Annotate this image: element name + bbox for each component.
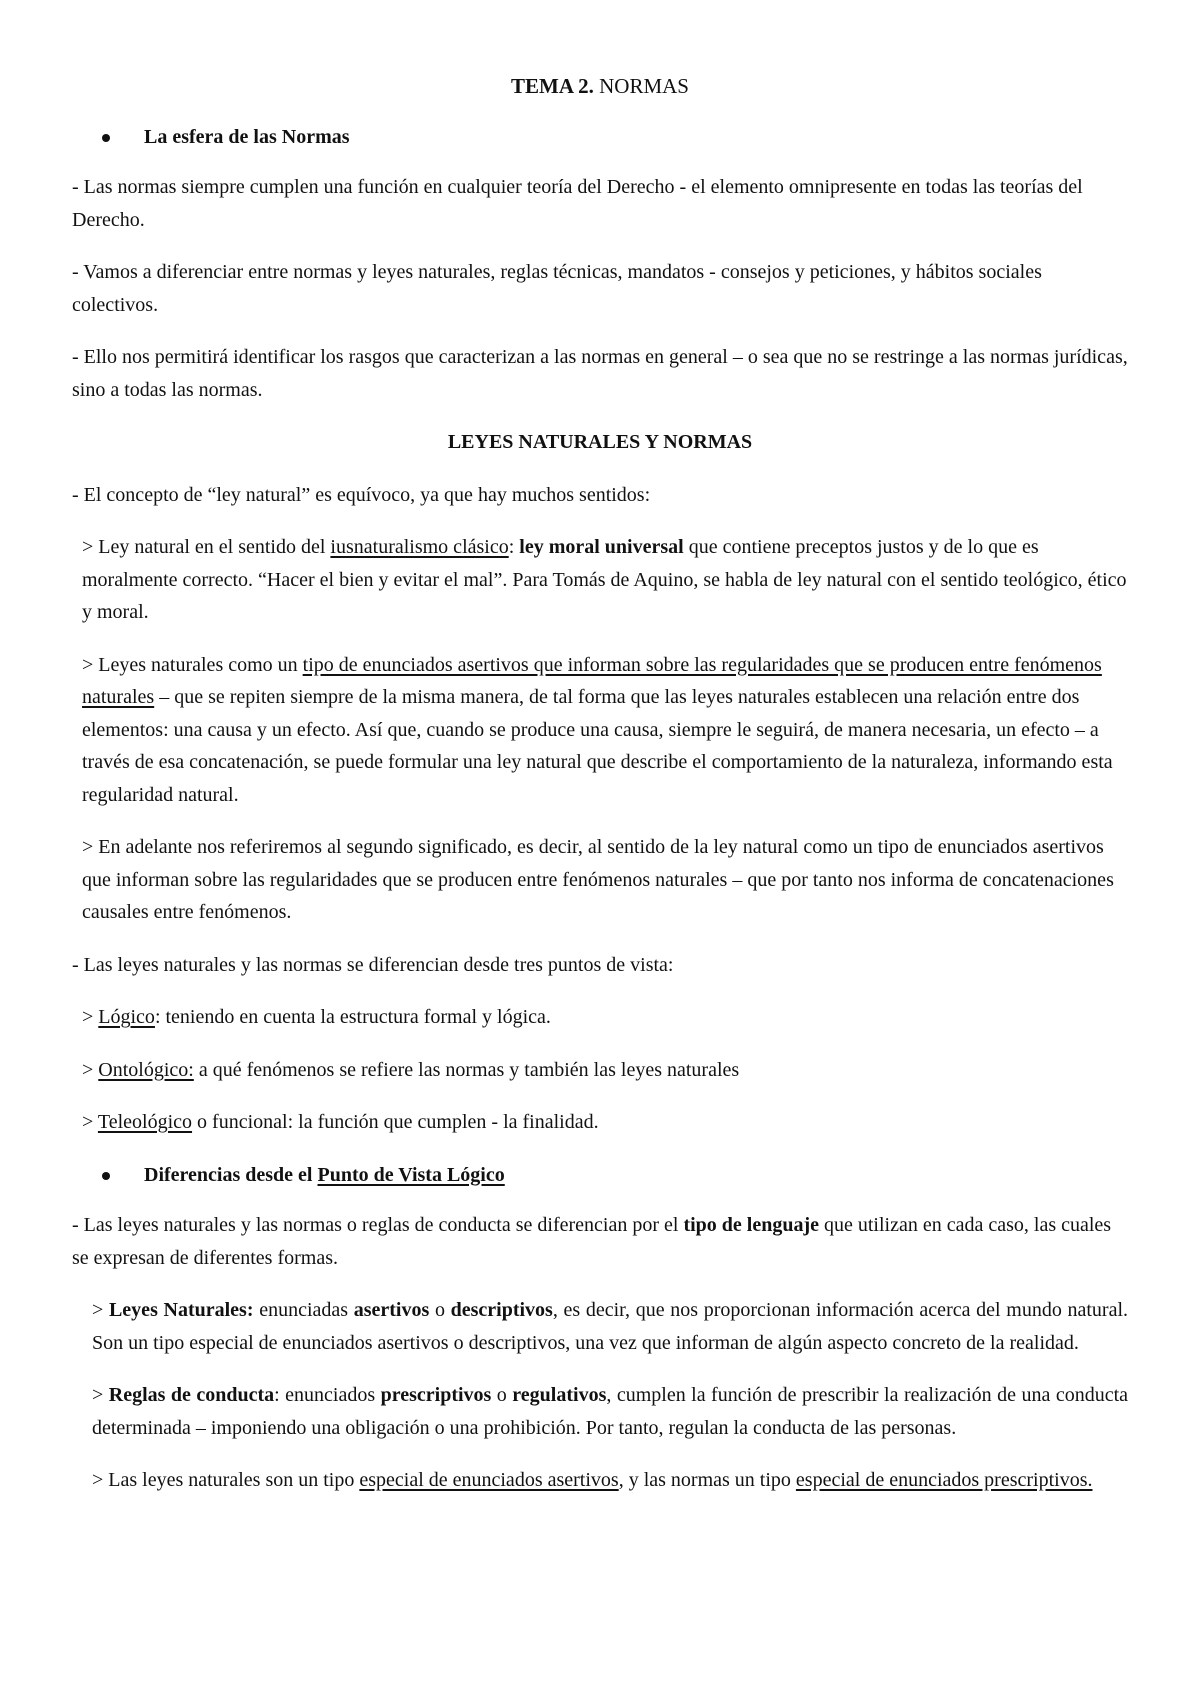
arrow-paragraph xyxy=(72,1379,1128,1444)
text: > xyxy=(82,1006,99,1028)
paragraph: - Vamos a diferenciar entre normas y leyes naturales, reglas técnicas, mandatos - consejos y peticiones, y hábitos sociales colectivos. xyxy=(72,261,1042,316)
bullet-dot-icon xyxy=(102,134,110,142)
title-bold: TEMA 2. xyxy=(511,74,594,98)
paragraph: - El concepto de “ley natural” es equívoco, ya que hay muchos sentidos: xyxy=(72,483,651,506)
underlined-text: Teleológico xyxy=(97,1111,193,1133)
bold-text: tipo de lenguaje xyxy=(683,1214,819,1236)
arrow-paragraph xyxy=(72,1294,1128,1359)
arrow-paragraph xyxy=(72,649,1128,812)
text: > xyxy=(92,1299,109,1321)
bold-text: regulativos xyxy=(512,1384,607,1406)
bold-text: ley moral universal xyxy=(519,536,684,558)
text: a qué fenómenos se refiere las normas y también las leyes naturales xyxy=(193,1058,740,1081)
text: o xyxy=(491,1384,513,1406)
title-rest: NORMAS xyxy=(599,74,689,98)
bold-text: Leyes Naturales: xyxy=(108,1299,254,1321)
text: > xyxy=(82,1111,98,1133)
text: , cumplen la función de prescribir la realización de una conducta determinada – imponiendo una obligación o una prohibición. Por tanto, regulan la conducta de las personas. xyxy=(92,1384,1129,1439)
bold-text: Reglas de conducta xyxy=(108,1384,275,1406)
underlined-text: especial de enunciados asertivos xyxy=(359,1469,619,1491)
text: o xyxy=(429,1299,451,1321)
text: : xyxy=(508,536,520,558)
bullet-heading-punto-logico xyxy=(72,1159,1128,1192)
bold-text: prescriptivos xyxy=(380,1384,492,1406)
bold-text: descriptivos xyxy=(450,1299,553,1321)
bullet-heading-esfera xyxy=(72,121,1128,154)
section-heading: LEYES NATURALES Y NORMAS xyxy=(447,431,753,453)
text: – que se repiten siempre de la misma manera, de tal forma que las leyes naturales establecen una relación entre dos elementos: una causa y un efecto. Así que, cuando se produce una causa, siempre le seguirá, de manera necesaria, un efecto – a través de esa concatenación, se puede formular una ley natural que describe el comportamiento de la naturaleza, informando esta regularidad natural. xyxy=(82,686,1113,806)
text: > xyxy=(92,1384,109,1406)
text: que contiene preceptos justos y de lo que es moralmente correcto. “Hacer el bien y evitar el mal”. Para Tomás de Aquino, se habla de ley natural con el sentido teológico, ético y moral. xyxy=(82,536,1127,623)
bold-text: asertivos xyxy=(353,1299,430,1321)
text: enunciadas xyxy=(253,1299,354,1321)
page-title xyxy=(72,70,1128,103)
text: que utilizan en cada caso, las cuales se expresan de diferentes formas. xyxy=(72,1214,1112,1269)
bullet-dot-icon xyxy=(102,1172,110,1180)
bullet-heading-text: Diferencias desde el xyxy=(144,1163,318,1186)
text: o funcional: la función que cumplen - la finalidad. xyxy=(192,1111,599,1133)
text: : teniendo en cuenta la estructura formal y lógica. xyxy=(154,1006,551,1028)
text: : enunciados xyxy=(274,1384,381,1406)
text: - Las leyes naturales y las normas o reglas de conducta se diferencian por el xyxy=(72,1214,684,1236)
text: > Ley natural en el sentido del xyxy=(82,536,331,558)
underlined-text: Lógico xyxy=(98,1006,155,1028)
arrow-paragraph xyxy=(72,531,1128,629)
underlined-text: Punto de Vista Lógico xyxy=(317,1163,505,1186)
text: > Leyes naturales como un xyxy=(82,653,303,676)
paragraph xyxy=(72,1209,1128,1274)
underlined-text: Ontológico: xyxy=(98,1058,194,1081)
viewpoint-teleologico xyxy=(72,1106,1128,1139)
underlined-text: especial de enunciados prescriptivos. xyxy=(795,1469,1093,1491)
paragraph: - Las leyes naturales y las normas se diferencian desde tres puntos de vista: xyxy=(72,953,674,976)
paragraph: - Ello nos permitirá identificar los rasgos que caracterizan a las normas en general – o sea que no se restringe a las normas jurídicas, sino a todas las normas. xyxy=(72,346,1128,401)
bullet-heading-text: La esfera de las Normas xyxy=(144,125,350,148)
text: > Las leyes naturales son un tipo xyxy=(92,1469,360,1491)
text: > xyxy=(82,1058,99,1081)
viewpoint-logico xyxy=(72,1001,1128,1034)
underlined-text: iusnaturalismo clásico xyxy=(330,536,509,558)
arrow-paragraph: > En adelante nos referiremos al segundo significado, es decir, al sentido de la ley natural como un tipo de enunciados asertivos que informan sobre las regularidades que se producen entre fenómenos naturales – que por tanto nos informa de concatenaciones causales entre fenómenos. xyxy=(82,836,1114,923)
viewpoint-ontologico xyxy=(72,1054,1128,1087)
document-content xyxy=(72,70,1128,1517)
text: , y las normas un tipo xyxy=(618,1469,796,1491)
arrow-paragraph xyxy=(72,1464,1128,1497)
underlined-text: tipo de enunciados asertivos que informan sobre las regularidades que se producen entre fenómenos naturales xyxy=(82,653,1102,708)
text: , es decir, que nos proporcionan información acerca del mundo natural. Son un tipo especial de enunciados asertivos o descriptivos, una vez que informan de algún aspecto concreto de la realidad. xyxy=(92,1299,1129,1354)
paragraph: - Las normas siempre cumplen una función en cualquier teoría del Derecho - el elemento omnipresente en todas las teorías del Derecho. xyxy=(72,176,1083,231)
